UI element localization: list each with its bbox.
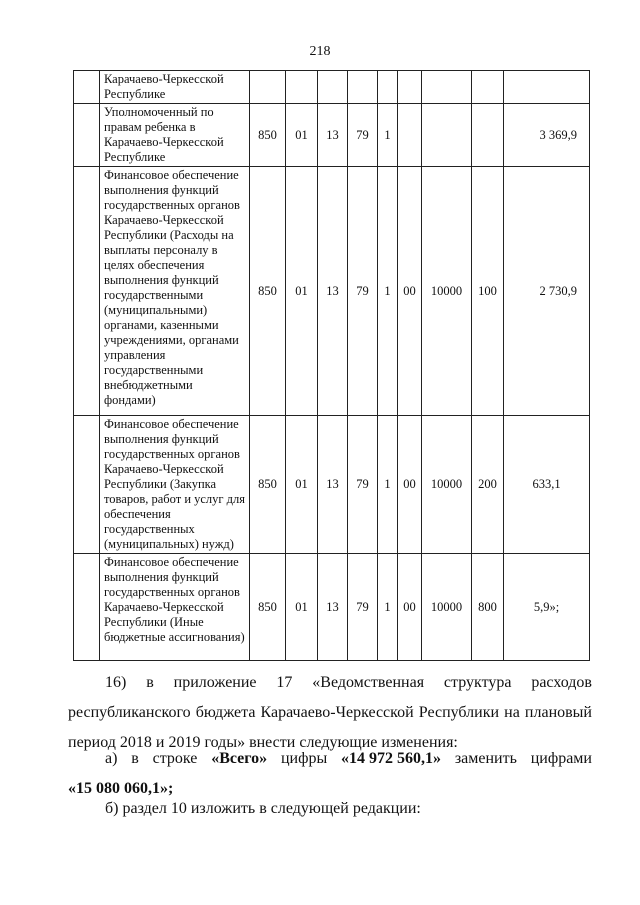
cell-number bbox=[74, 104, 100, 167]
page-number: 218 bbox=[309, 44, 331, 59]
cell-subprogram: 1 bbox=[378, 554, 398, 661]
cell-expense-type: 200 bbox=[472, 416, 504, 554]
old-figure: «14 972 560,1» bbox=[341, 750, 442, 767]
new-figure: «15 080 060,1»; bbox=[68, 780, 174, 797]
word: а) bbox=[105, 750, 118, 767]
cell-number bbox=[74, 167, 100, 416]
cell-program: 79 bbox=[348, 104, 378, 167]
cell-section: 01 bbox=[286, 416, 318, 554]
cell-main-event bbox=[398, 71, 422, 104]
cell-program: 79 bbox=[348, 167, 378, 416]
word: в bbox=[146, 674, 154, 691]
cell-subsection bbox=[318, 71, 348, 104]
cell-program bbox=[348, 71, 378, 104]
cell-program: 79 bbox=[348, 416, 378, 554]
cell-direction: 10000 bbox=[422, 167, 472, 416]
cell-section: 01 bbox=[286, 104, 318, 167]
cell-name: Уполномоченный по правам ребенка в Карачаево-Черкесской Республике bbox=[100, 104, 250, 167]
expenditure-table bbox=[73, 70, 590, 661]
cell-main-event bbox=[398, 104, 422, 167]
cell-ministry: 850 bbox=[250, 554, 286, 661]
word: расходов bbox=[531, 674, 592, 691]
cell-number bbox=[74, 554, 100, 661]
table-body bbox=[74, 71, 590, 661]
cell-amount bbox=[504, 71, 590, 104]
cell-expense-type: 100 bbox=[472, 167, 504, 416]
cell-number bbox=[74, 71, 100, 104]
table-row bbox=[74, 167, 590, 416]
cell-amount: 3 369,9 bbox=[504, 104, 590, 167]
word: цифрами bbox=[530, 750, 592, 767]
cell-name: Карачаево-Черкесской Республике bbox=[100, 71, 250, 104]
table-row bbox=[74, 71, 590, 104]
cell-name: Финансовое обеспечение выполнения функций государственных органов Карачаево-Черкесской Республики (Расходы на выплаты персоналу в целях обеспечения выполнения функций государственными (муниципальными) органами, казенными учреждениями, органами управления государственными внебюджетными фондами) bbox=[100, 167, 250, 416]
cell-direction bbox=[422, 104, 472, 167]
cell-amount: 2 730,9 bbox=[504, 167, 590, 416]
word: «Ведомственная bbox=[312, 674, 425, 691]
word: приложение bbox=[173, 674, 257, 691]
table-row bbox=[74, 104, 590, 167]
cell-section: 01 bbox=[286, 554, 318, 661]
cell-amount: 633,1 bbox=[504, 416, 590, 554]
table-row bbox=[74, 416, 590, 554]
cell-subprogram bbox=[378, 71, 398, 104]
cell-expense-type bbox=[472, 71, 504, 104]
word: строке bbox=[152, 750, 198, 767]
cell-ministry: 850 bbox=[250, 167, 286, 416]
cell-expense-type: 800 bbox=[472, 554, 504, 661]
paragraph-b: б) раздел 10 изложить в следующей редакции: bbox=[105, 800, 421, 817]
paragraph-a-first-line bbox=[68, 744, 592, 774]
word: 17 bbox=[276, 674, 293, 691]
cell-direction: 10000 bbox=[422, 554, 472, 661]
cell-main-event: 00 bbox=[398, 416, 422, 554]
cell-main-event: 00 bbox=[398, 554, 422, 661]
cell-subsection: 13 bbox=[318, 167, 348, 416]
cell-main-event: 00 bbox=[398, 167, 422, 416]
cell-subsection: 13 bbox=[318, 416, 348, 554]
cell-name: Финансовое обеспечение выполнения функций государственных органов Карачаево-Черкесской Республики (Закупка товаров, работ и услуг для обеспечения государственных (муниципальных) нужд) bbox=[100, 416, 250, 554]
word: заменить bbox=[454, 750, 517, 767]
word: цифры bbox=[280, 750, 328, 767]
cell-subprogram: 1 bbox=[378, 104, 398, 167]
table-row bbox=[74, 554, 590, 661]
cell-expense-type bbox=[472, 104, 504, 167]
cell-section: 01 bbox=[286, 167, 318, 416]
cell-direction: 10000 bbox=[422, 416, 472, 554]
cell-subprogram: 1 bbox=[378, 167, 398, 416]
cell-ministry: 850 bbox=[250, 416, 286, 554]
word: в bbox=[131, 750, 139, 767]
word-bold: «Всего» bbox=[211, 750, 268, 767]
cell-name: Финансовое обеспечение выполнения функций государственных органов Карачаево-Черкесской Республики (Иные бюджетные ассигнования) bbox=[100, 554, 250, 661]
cell-direction bbox=[422, 71, 472, 104]
cell-section bbox=[286, 71, 318, 104]
cell-subsection: 13 bbox=[318, 104, 348, 167]
cell-number bbox=[74, 416, 100, 554]
cell-program: 79 bbox=[348, 554, 378, 661]
cell-subprogram: 1 bbox=[378, 416, 398, 554]
cell-subsection: 13 bbox=[318, 554, 348, 661]
cell-ministry bbox=[250, 71, 286, 104]
word: структура bbox=[443, 674, 512, 691]
cell-ministry: 850 bbox=[250, 104, 286, 167]
cell-amount: 5,9»; bbox=[504, 554, 590, 661]
paragraph-16-first-line bbox=[68, 668, 592, 698]
word: 16) bbox=[105, 674, 127, 691]
paragraph-16-rest: республиканского бюджета Карачаево-Черкесской Республики на плановый период 2018 и 2019 годы» внести следующие изменения: bbox=[68, 704, 592, 751]
